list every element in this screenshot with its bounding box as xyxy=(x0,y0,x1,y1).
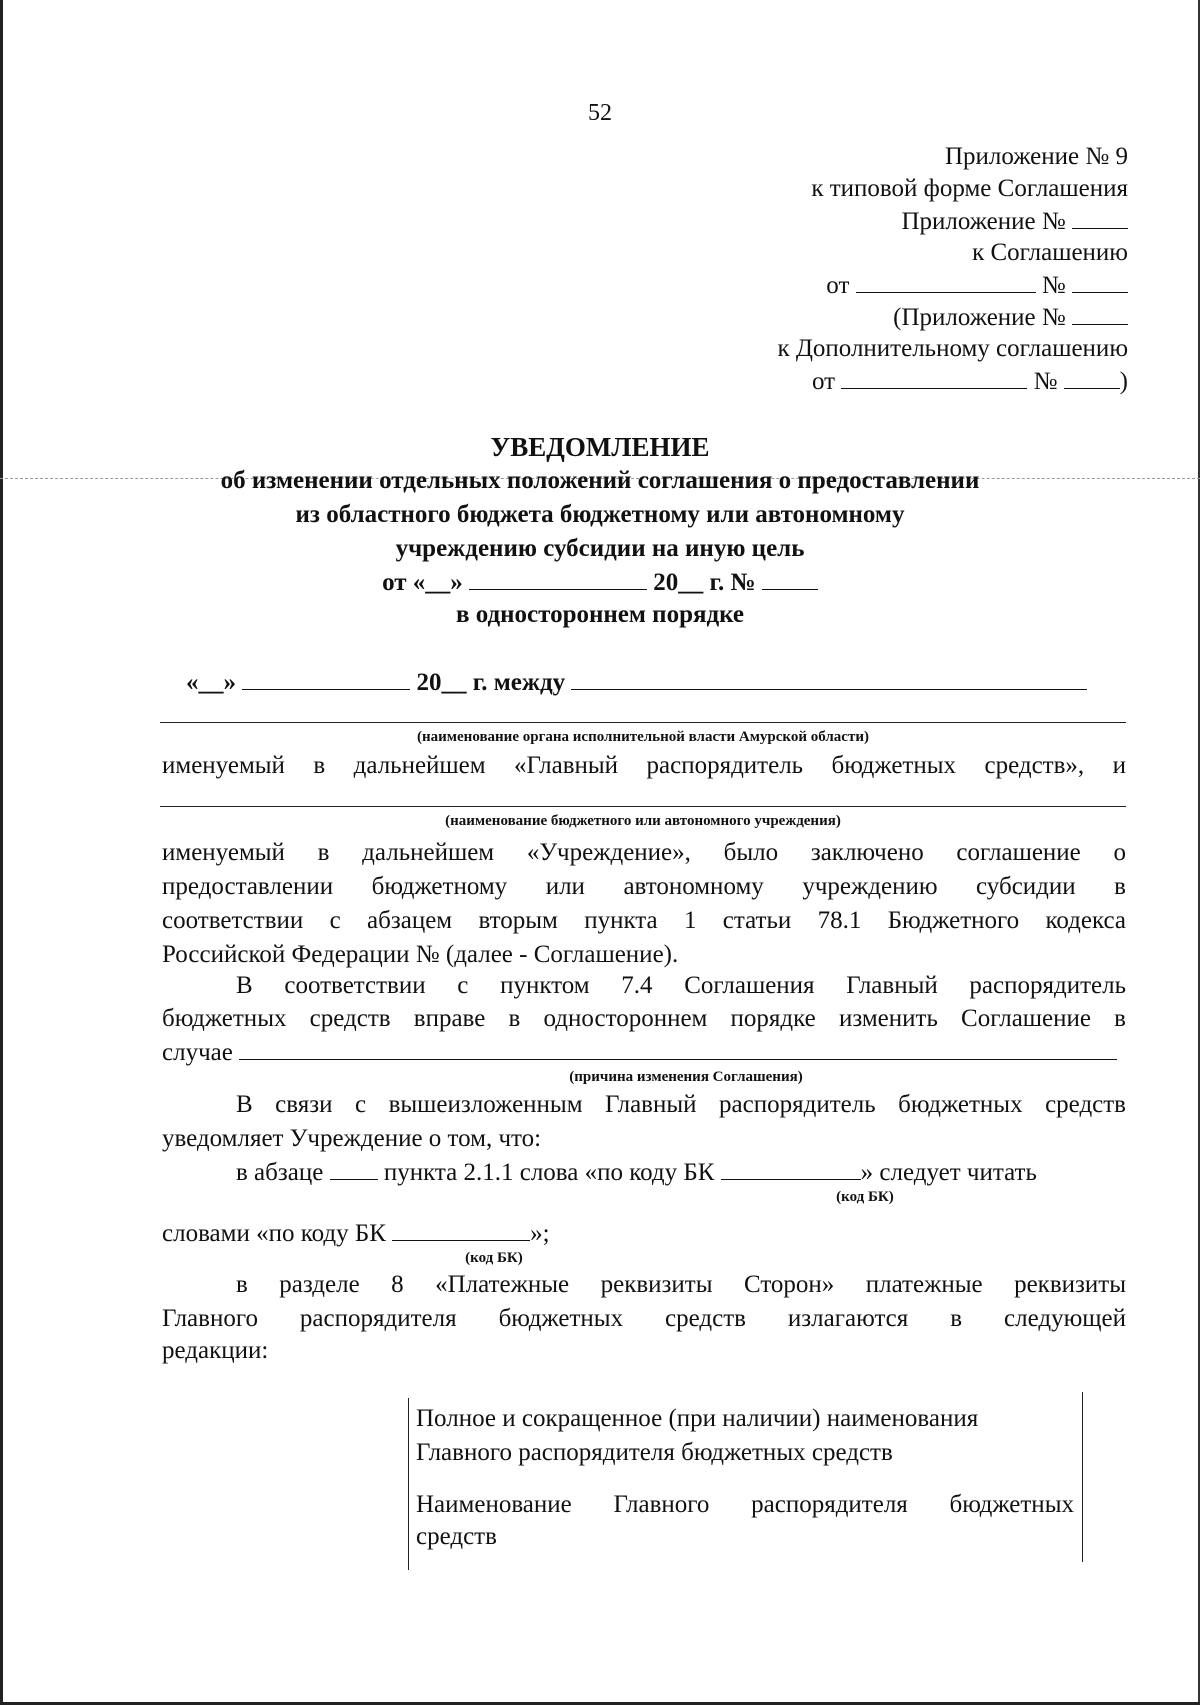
p4-line xyxy=(236,1157,1037,1188)
cell2-line-1: Наименование Главного распорядителя бюджетных xyxy=(416,1491,1074,1518)
appendix3-line xyxy=(893,302,1128,333)
to-agreement-label: к Соглашению xyxy=(972,239,1128,266)
caption-kbk-2: (код БК) xyxy=(465,1250,523,1266)
year-label: 20__ г. № xyxy=(653,569,756,596)
notice-title: УВЕДОМЛЕНИЕ xyxy=(490,432,710,462)
blank xyxy=(1064,366,1120,389)
p2-line-1: В соответствии с пунктом 7.4 Соглашения Главный распорядитель xyxy=(236,972,1126,999)
p1-line-3: соответствии с абзацем вторым пункта 1 статьи 78.1 Бюджетного кодекса xyxy=(162,907,1126,934)
blank xyxy=(1072,302,1128,325)
appendix2-label: Приложение № xyxy=(901,208,1066,235)
number-sign: № xyxy=(1041,272,1066,299)
p4-part-b: пункта 2.1.1 слова «по коду БК xyxy=(383,1159,715,1186)
from-label: от xyxy=(826,272,850,299)
scan-left-edge xyxy=(0,0,3,1705)
p5-line xyxy=(162,1218,550,1249)
blank xyxy=(239,1037,1117,1060)
p1-line-1: именуемый в дальнейшем «Учреждение», было заключено соглашение о xyxy=(162,839,1126,866)
blank xyxy=(1072,270,1128,293)
named-gr-line: именуемый в дальнейшем «Главный распорядитель бюджетных средств», и xyxy=(162,752,1126,779)
blank xyxy=(762,567,818,590)
institution-name-line xyxy=(160,806,1126,807)
p2-line-2: бюджетных средств вправе в одностороннем порядке изменить Соглашение в xyxy=(162,1005,1126,1032)
p6-line-2: Главного распорядителя бюджетных средств излагаются в следующей xyxy=(162,1305,1126,1332)
p1-line-2: предоставлении бюджетному или автономному учреждению субсидии в xyxy=(162,873,1126,900)
caption-institution: (наименование бюджетного или автономного учреждения) xyxy=(445,813,841,829)
number-sign: № xyxy=(1033,368,1058,395)
blank xyxy=(721,1157,861,1180)
title-date-line xyxy=(0,567,1200,598)
p1-line-4: Российской Федерации № (далее - Соглашение). xyxy=(162,941,679,968)
p2-line-3 xyxy=(162,1037,1117,1068)
title-line-3: учреждению субсидии на иную цель xyxy=(395,535,805,562)
blank xyxy=(469,567,647,590)
title-line-2: из областного бюджета бюджетному или автономному xyxy=(295,501,905,528)
case-label: случае xyxy=(162,1039,233,1066)
cell1-line-1: Полное и сокращенное (при наличии) наименования xyxy=(416,1405,979,1432)
from-label: от xyxy=(811,368,836,395)
agreement-date-line xyxy=(826,270,1128,301)
p6-line-1: в разделе 8 «Платежные реквизиты Сторон» платежные реквизиты xyxy=(236,1271,1126,1298)
p6-line-3: редакции: xyxy=(162,1337,269,1364)
blank xyxy=(856,270,1036,293)
blank xyxy=(392,1218,530,1241)
cell1-line-2: Главного распорядителя бюджетных средств xyxy=(416,1439,893,1466)
caption-kbk-1: (код БК) xyxy=(836,1189,894,1205)
p3-line-2: уведомляет Учреждение о том, что: xyxy=(162,1125,542,1152)
additional-date-line xyxy=(812,366,1128,397)
page-number: 52 xyxy=(588,100,612,126)
to-additional-label: к Дополнительному соглашению xyxy=(777,335,1128,362)
p4-part-c: » следует читать xyxy=(860,1159,1037,1186)
close-paren: ) xyxy=(1119,368,1128,395)
blank xyxy=(330,1157,378,1180)
organ-name-line xyxy=(160,722,1126,723)
blank xyxy=(242,667,410,690)
title-line-5: в одностороннем порядке xyxy=(455,601,745,628)
title-line-1: об изменении отдельных положений соглашения о предоставлении xyxy=(220,467,980,494)
appendix2-line xyxy=(901,206,1128,237)
appendix-label: Приложение № 9 xyxy=(944,143,1128,170)
blank xyxy=(571,667,1087,690)
p5-part-b: »; xyxy=(530,1220,550,1247)
date-from-label: от «__» xyxy=(382,569,463,596)
to-form-label: к типовой форме Соглашения xyxy=(811,175,1128,202)
cell2-line-2: средств xyxy=(416,1523,497,1550)
caption-reason: (причина изменения Соглашения) xyxy=(569,1069,803,1085)
blank xyxy=(1072,206,1128,229)
p4-part-a: в абзаце xyxy=(236,1159,324,1186)
p3-line-1: В связи с вышеизложенным Главный распорядитель бюджетных средств xyxy=(236,1091,1126,1118)
year-between-label: 20__ г. между xyxy=(416,669,566,696)
blank xyxy=(841,366,1027,389)
p5-part-a: словами «по коду БК xyxy=(162,1220,386,1247)
table-right-border xyxy=(1082,1392,1083,1562)
caption-organ: (наименование органа исполнительной власти Амурской области) xyxy=(417,729,869,745)
date-open-label: «__» xyxy=(186,669,236,696)
table-left-border xyxy=(408,1398,409,1570)
date-between-line xyxy=(186,667,1087,698)
appendix3-label: (Приложение № xyxy=(893,304,1066,331)
